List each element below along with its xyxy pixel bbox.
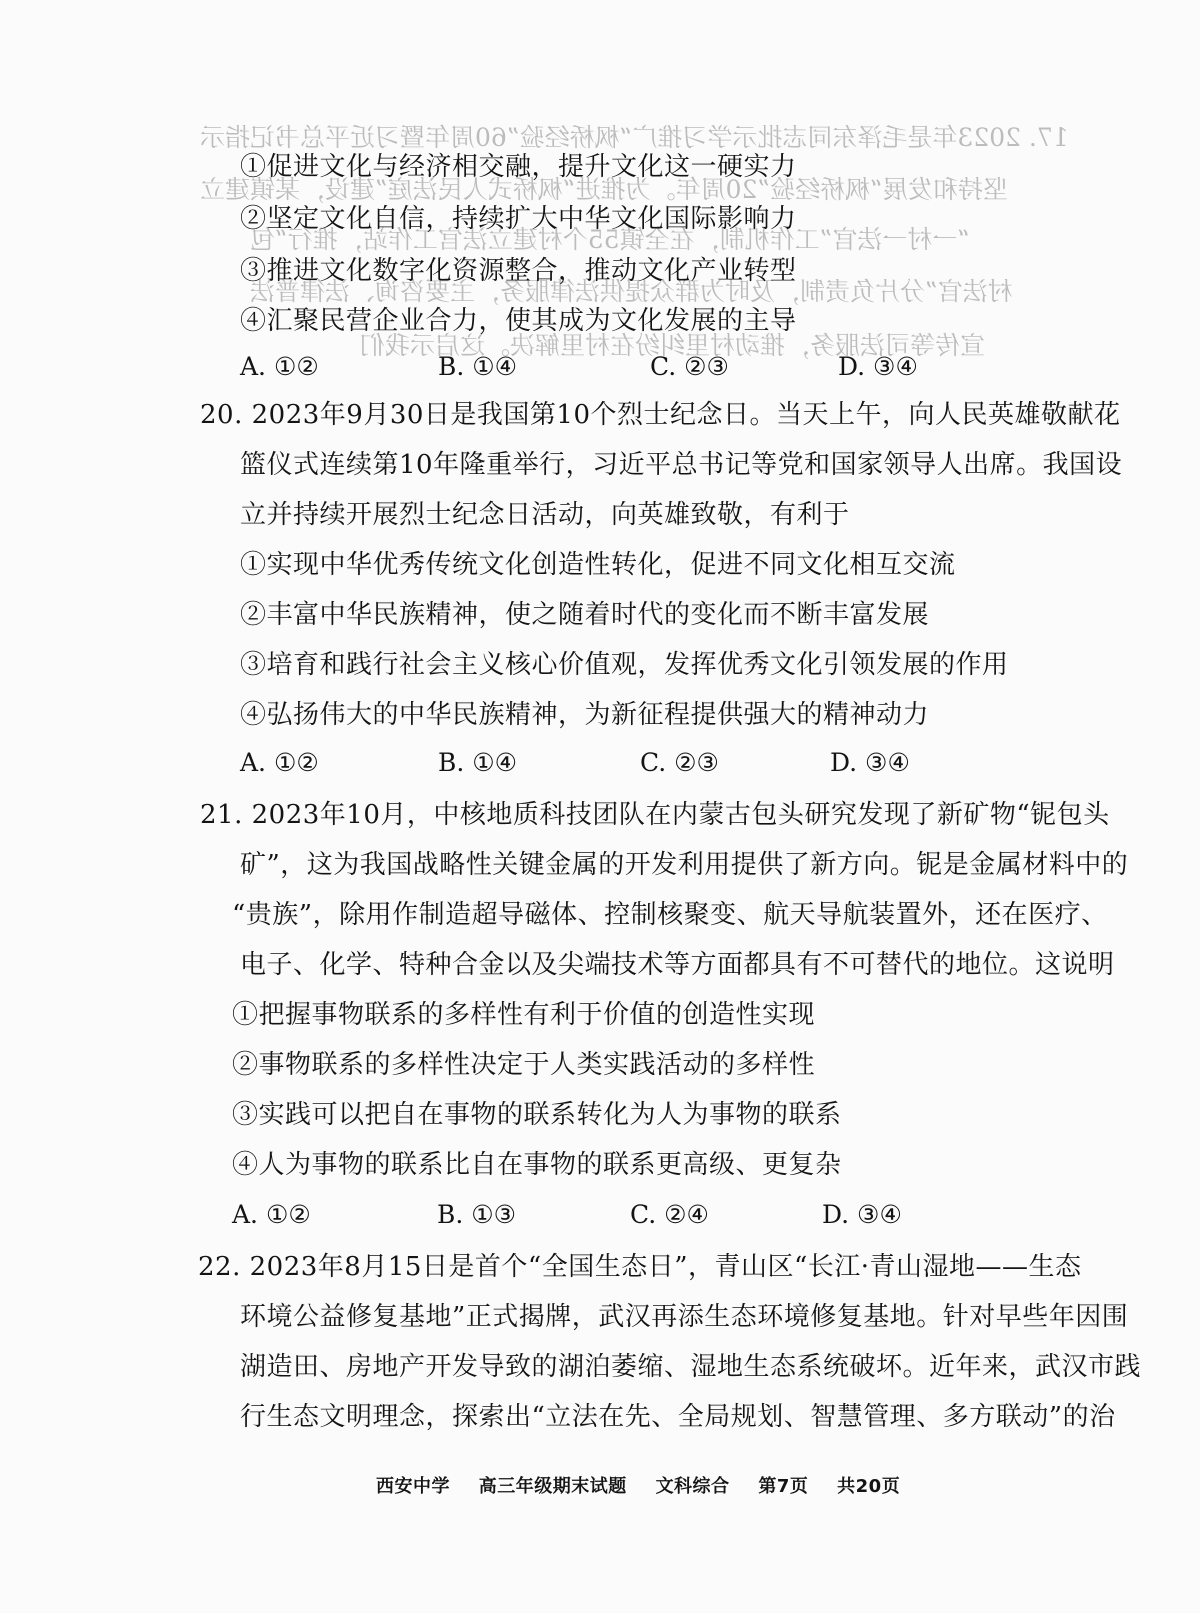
bleed-through-line: 17. 2023年是毛泽东同志批示学习推广“枫桥经验”60周年暨习近平总书记指示 — [200, 123, 1069, 152]
bleed-through-line: 宣传等司法服务，推动村里纠纷在村里解决。这启示我们 — [360, 331, 986, 360]
q20-option-1: ①实现中华优秀传统文化创造性转化，促进不同文化相互交流 — [240, 550, 956, 580]
footer-subject: 文科综合 — [655, 1476, 730, 1497]
q21-stem-line: 21. 2023年10月，中核地质科技团队在内蒙古包头研究发现了新矿物“铌包头 — [200, 800, 1110, 830]
footer-total: 共20页 — [837, 1476, 901, 1497]
q22-stem-line: 环境公益修复基地”正式揭牌，武汉再添生态环境修复基地。针对早些年因围 — [240, 1302, 1129, 1332]
q20-stem-line: 20. 2023年9月30日是我国第10个烈士纪念日。当天上午，向人民英雄敬献花 — [200, 400, 1121, 430]
q19-option-4: ④汇聚民营企业合力，使其成为文化发展的主导 — [240, 306, 797, 336]
q21-stem-line: “贵族”，除用作制造超导磁体、控制核聚变、航天导航装置外，还在医疗、 — [232, 900, 1108, 930]
q21-choice-d: D. ③④ — [822, 1200, 902, 1229]
q21-stem-line: 矿”，这为我国战略性关键金属的开发利用提供了新方向。铌是金属材料中的 — [240, 850, 1129, 880]
q20-option-3: ③培育和践行社会主义核心价值观，发挥优秀文化引领发展的作用 — [240, 650, 1009, 680]
q20-stem-line: 篮仪式连续第10年隆重举行，习近平总书记等党和国家领导人出席。我国设 — [240, 450, 1123, 480]
q19-choice-b: B. ①④ — [438, 352, 518, 381]
q21-choice-c: C. ②④ — [630, 1200, 709, 1229]
q19-option-2: ②坚定文化自信，持续扩大中华文化国际影响力 — [240, 204, 797, 234]
q20-choice-a: A. ①② — [240, 748, 319, 777]
q21-option-4: ④人为事物的联系比自在事物的联系更高级、更复杂 — [232, 1150, 842, 1180]
q19-choice-d: D. ③④ — [838, 352, 918, 381]
q21-option-3: ③实践可以把自在事物的联系转化为人为事物的联系 — [232, 1100, 842, 1130]
q20-option-2: ②丰富中华民族精神，使之随着时代的变化而不断丰富发展 — [240, 600, 930, 630]
q19-choice-a: A. ①② — [240, 352, 319, 381]
q20-option-4: ④弘扬伟大的中华民族精神，为新征程提供强大的精神动力 — [240, 700, 930, 730]
q22-stem-line: 22. 2023年8月15日是首个“全国生态日”，青山区“长江·青山湿地——生态 — [198, 1252, 1082, 1282]
q21-option-1: ①把握事物联系的多样性有利于价值的创造性实现 — [232, 1000, 816, 1030]
footer-exam: 高三年级期末试题 — [478, 1476, 627, 1497]
q20-stem-line: 立并持续开展烈士纪念日活动，向英雄致敬，有利于 — [240, 500, 850, 530]
q20-choice-c: C. ②③ — [640, 748, 719, 777]
bleed-through-line: 村法官”分片负责制，及时为群众提供法律服务，主要咨询、法律普法 — [250, 277, 1013, 306]
q22-stem-line: 湖造田、房地产开发导致的湖泊萎缩、湿地生态系统破坏。近年来，武汉市践 — [240, 1352, 1142, 1382]
bleed-through-line: 坚持和发展“枫桥经验”20周年。为推进“枫桥式人民法庭”建设，某镇建立 — [200, 175, 1008, 204]
page-footer — [376, 1472, 922, 1498]
footer-page: 第7页 — [758, 1476, 809, 1497]
q22-stem-line: 行生态文明理念，探索出“立法在先、全局规划、智慧管理、多方联动”的治 — [240, 1402, 1116, 1432]
q21-choice-a: A. ①② — [232, 1200, 311, 1229]
q20-choice-b: B. ①④ — [438, 748, 518, 777]
q21-option-2: ②事物联系的多样性决定于人类实践活动的多样性 — [232, 1050, 816, 1080]
q19-choice-c: C. ②③ — [650, 352, 729, 381]
q21-choice-b: B. ①③ — [437, 1200, 517, 1229]
bleed-through-line: “一村一法官”工作机制，在全镇55个村建立法官工作站，推行“包 — [250, 225, 971, 254]
q21-stem-line: 电子、化学、特种合金以及尖端技术等方面都具有不可替代的地位。这说明 — [240, 950, 1115, 980]
q19-option-1: ①促进文化与经济相交融，提升文化这一硬实力 — [240, 152, 797, 182]
q19-option-3: ③推进文化数字化资源整合，推动文化产业转型 — [240, 256, 797, 286]
footer-school: 西安中学 — [376, 1476, 450, 1497]
q20-choice-d: D. ③④ — [830, 748, 910, 777]
